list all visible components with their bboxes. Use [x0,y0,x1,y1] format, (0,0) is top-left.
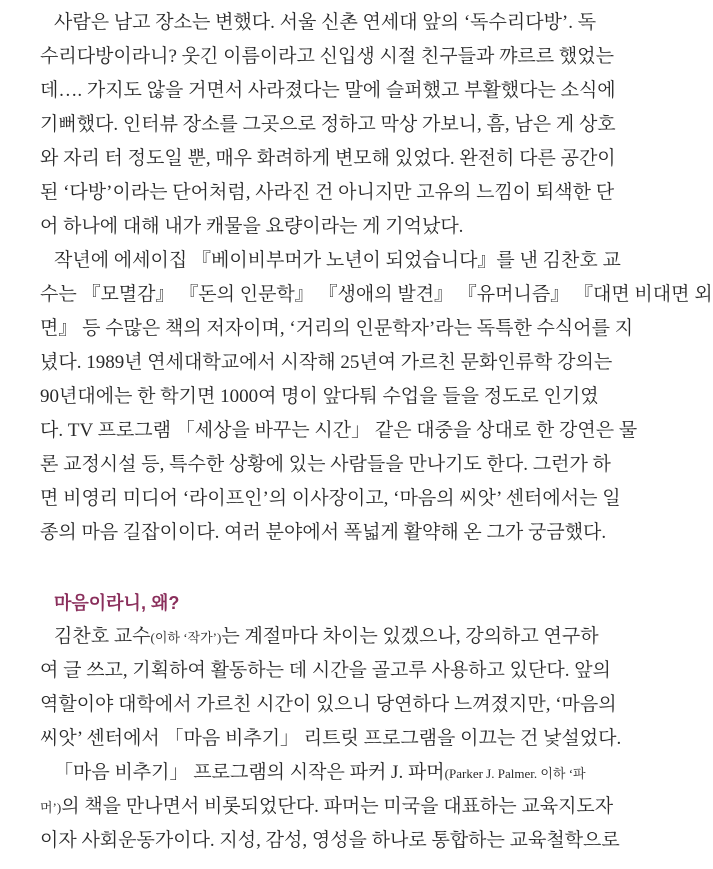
text-line [40,40,614,74]
section-heading: 마음이라니, 왜? [54,593,180,613]
text-line [40,74,616,108]
text-line [40,278,713,312]
text-line [40,210,585,244]
text-segment: 김찬호 교수 [54,626,151,647]
text-line [40,482,621,516]
text-segment: 는 계절마다 차이는 있겠으나, 강의하고 연구하 [221,626,599,647]
article-body [40,6,713,858]
text-line [40,312,634,346]
text-line [40,756,585,790]
paragraph [40,756,620,858]
paragraph [40,620,622,756]
text-segment: 수리다방이라니? 웃긴 이름이라고 신입생 시절 친구들과 꺄르르 했었는 [40,46,614,67]
text-segment: 작년에 에세이집 『베이비부머가 노년이 되었습니다』를 낸 김찬호 교 [54,250,621,271]
parenthetical-note: (Parker J. Palmer. 이하 ‘파 [444,766,586,781]
text-segment: 와 자리 터 정도일 뿐, 매우 화려하게 변모해 있었다. 완전히 다른 공간이 [40,148,616,169]
text-line [40,6,597,40]
text-segment: 된 ‘다방’이라는 단어처럼, 사라진 건 아니지만 고유의 느낌이 퇴색한 단 [40,182,615,203]
text-line [40,654,611,688]
text-segment: 면』 등 수많은 책의 저자이며, ‘거리의 인문학자’라는 독특한 수식어를 지 [40,318,634,339]
text-segment: 의 책을 만나면서 비롯되었단다. 파머는 미국을 대표하는 교육지도자 [61,796,614,817]
parenthetical-note: (이하 ‘작가’) [150,630,222,645]
text-segment: 역할이야 대학에서 가르친 시간이 있으니 당연하다 느껴졌지만, ‘마음의 [40,694,617,715]
text-line [40,688,617,722]
text-segment: 이자 사회운동가이다. 지성, 감성, 영성을 하나로 통합하는 교육철학으로 [40,830,620,851]
section-gap [40,550,585,586]
paragraph [40,244,713,550]
parenthetical-note: 머’) [40,800,62,815]
text-segment: 데…. 가지도 않을 거면서 사라졌다는 말에 슬퍼했고 부활했다는 소식에 [40,80,616,101]
text-segment: 수는 『모멸감』 『돈의 인문학』 『생애의 발견』 『유머니즘』 『대면 비대면 외 [40,284,713,305]
text-line [40,108,616,142]
text-line [40,516,607,550]
text-segment: 「마음 비추기」 프로그램의 시작은 파커 J. 파머 [54,762,445,783]
text-line [40,722,622,756]
text-segment: 기뻐했다. 인터뷰 장소를 그곳으로 정하고 막상 가보니, 흠, 남은 게 상호 [40,114,616,135]
text-segment: 론 교정시설 등, 특수한 상황에 있는 사람들을 만나기도 한다. 그런가 하 [40,454,611,475]
text-line [40,448,611,482]
text-line [40,380,599,414]
text-line [40,346,613,380]
text-line [40,244,621,278]
text-segment: 다. TV 프로그램 「세상을 바꾸는 시간」 같은 대중을 상대로 한 강연은 물 [40,420,638,441]
text-segment: 90년대에는 한 학기면 1000여 명이 앞다퉈 수업을 들을 정도로 인기였 [40,386,599,407]
text-line [40,824,620,858]
text-segment: 씨앗’ 센터에서 「마음 비추기」 리트릿 프로그램을 이끄는 건 낯설었다. [40,728,622,749]
text-segment: 여 글 쓰고, 기획하여 활동하는 데 시간을 골고루 사용하고 있단다. 앞의 [40,660,611,681]
text-segment: 면 비영리 미디어 ‘라이프인’의 이사장이고, ‘마음의 씨앗’ 센터에서는 일 [40,488,621,509]
text-line [40,414,638,448]
text-line [40,790,614,824]
text-segment: 어 하나에 대해 내가 캐물을 요량이라는 게 기억났다. [40,216,464,237]
text-segment: 사람은 남고 장소는 변했다. 서울 신촌 연세대 앞의 ‘독수리다방’. 독 [54,12,597,33]
text-line [40,142,616,176]
text-line [40,176,615,210]
text-segment: 종의 마음 길잡이이다. 여러 분야에서 폭넓게 활약해 온 그가 궁금했다. [40,522,607,543]
text-line [40,620,599,654]
paragraph [40,6,616,244]
text-segment: 녔다. 1989년 연세대학교에서 시작해 25년여 가르친 문화인류학 강의는 [40,352,613,373]
